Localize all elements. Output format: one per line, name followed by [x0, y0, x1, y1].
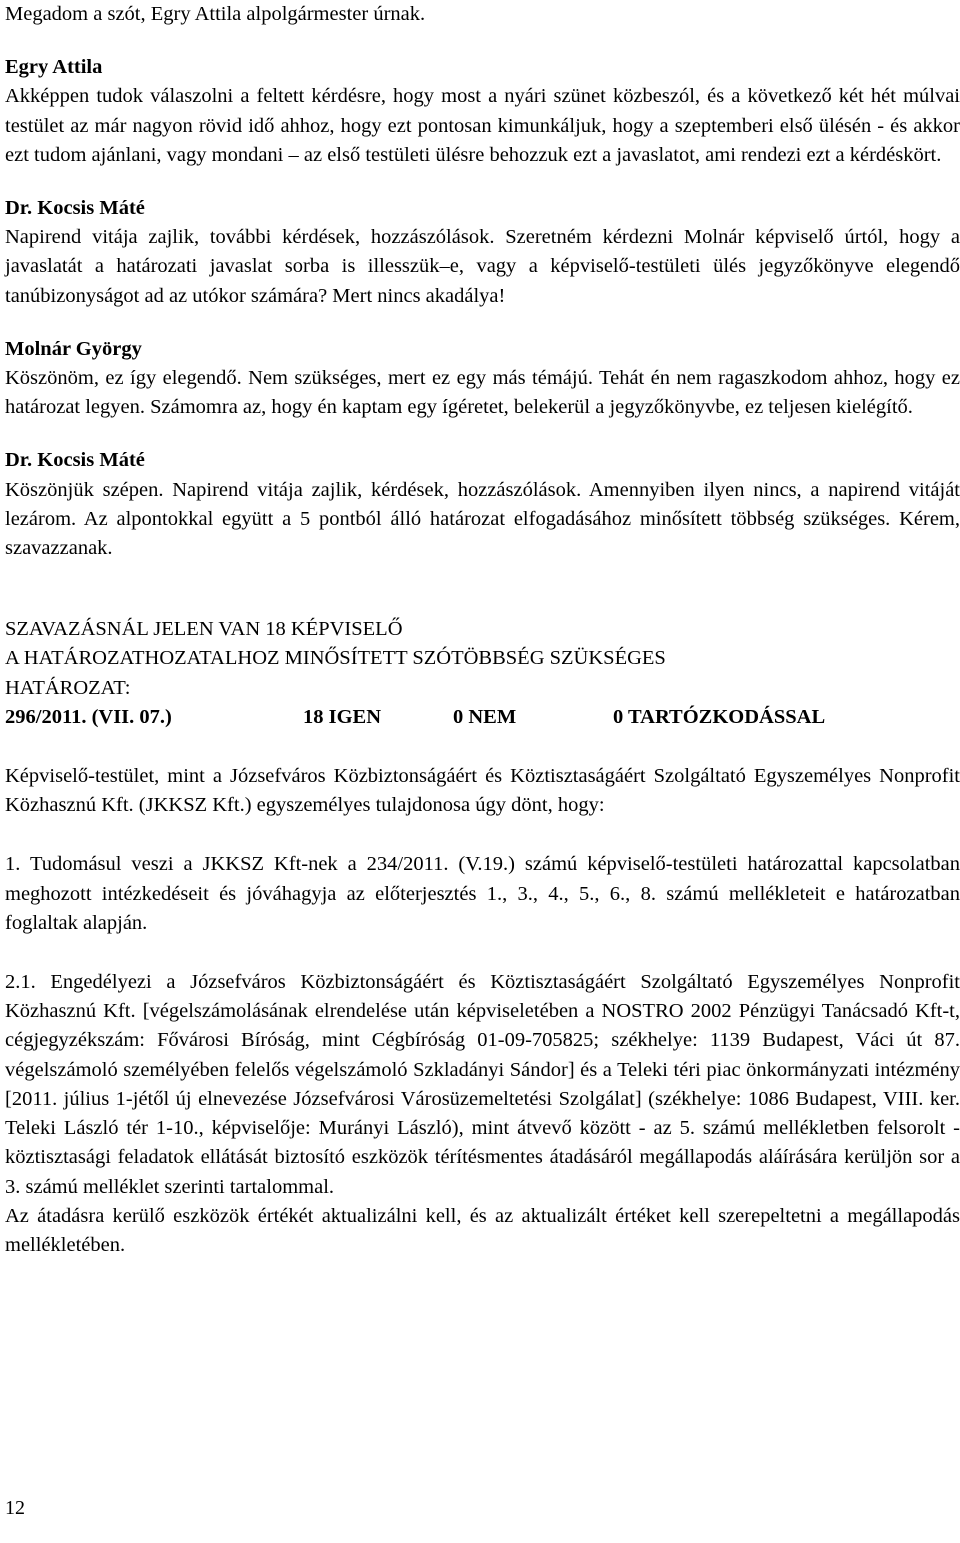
resolution-number: 296/2011. (VII. 07.): [5, 705, 172, 728]
resolution-preamble: Képviselő-testület, mint a Józsefváros Közbiztonságáért és Köztisztaságáért Szolgáltató Egyszemélyes Nonprofit Közhasznú Kft. (JKKSZ Kft.) egyszemélyes tulajdonosa úgy dönt, hogy:: [5, 765, 960, 817]
speech-text: Köszönjük szépen. Napirend vitája zajlik, kérdések, hozzászólások. Amennyiben ilyen nincs, a napirend vitáját lezárom. Az alpontokkal együtt a 5 pontból álló határozat elfogadásához minősített többség szükséges. Kérem, szavazzanak.: [5, 478, 960, 560]
speech-text: Napirend vitája zajlik, további kérdések, hozzászólások. Szeretném kérdezni Molnár képviselő úrtól, hogy a javaslatát a határozati javaslat sorba is illesszük–e, vagy a képviselő-testületi ülés jegyzőkönyve elegendő tanúbizonyságot ad az utókor számára? Mert nincs akadálya!: [5, 226, 960, 307]
vote-notice-majority: A HATÁROZATHOZATALHOZ MINŐSÍTETT SZÓTÖBBSÉG SZÜKSÉGES: [5, 647, 666, 670]
vote-abstain-count: 0 TARTÓZKODÁSSAL: [613, 705, 826, 728]
document-page: [5, 0, 960, 1260]
speech-block: [5, 53, 960, 170]
resolution-item-2-1-continuation: Az átadásra kerülő eszközök értékét aktualizálni kell, és az aktualizált értéket kell szerepeltetni a megállapodás mellékletében.: [5, 1204, 960, 1256]
vote-no-count: 0 NEM: [453, 705, 517, 728]
vote-result-row: [5, 703, 960, 732]
vote-notice-label: HATÁROZAT:: [5, 676, 131, 699]
speaker-name: Dr. Kocsis Máté: [5, 449, 145, 472]
intro-line: Megadom a szót, Egry Attila alpolgármester úrnak.: [5, 3, 426, 25]
resolution-item-2-1: 2.1. Engedélyezi a Józsefváros Közbiztonságáért és Köztisztaságáért Szolgáltató Egyszemélyes Nonprofit Közhasznú Kft. [végelszámolásának elrendelése után képviseletében a NOSTRO 2002 Pénzügyi Tanácsadó Kft-t, cégjegyzékszám: Fővárosi Bíróság, mint Cégbíróság 01-09-705825; székhelye: 1139 Budapest, Váci út 87. végelszámoló személyében felelős végelszámoló Szkladányi Sándor] és a Teleki téri piac önkormányzati intézmény [2011. július 1-jétől új elnevezése Józsefvárosi Városüzemeltetési Szolgálat] (székhelye: 1086 Budapest, VIII. ker. Teleki László tér 1-10., képviselője: Murányi László), mint átvevő között - az 5. számú mellékletben felsorolt - köztisztasági feladatok ellátását biztosító eszközök térítésmentes átadásáról megállapodás aláírására kerüljön sor a 3. számú melléklet szerinti tartalommal.: [5, 971, 960, 1198]
speaker-name: Molnár György: [5, 337, 142, 360]
vote-notice-attendance: SZAVAZÁSNÁL JELEN VAN 18 KÉPVISELŐ: [5, 618, 403, 641]
speech-block: [5, 335, 960, 423]
speech-block: [5, 446, 960, 563]
page-number: 12: [5, 1497, 25, 1519]
vote-notice: [5, 615, 960, 703]
vote-yes-count: 18 IGEN: [303, 705, 382, 728]
resolution-item-1: 1. Tudomásul veszi a JKKSZ Kft-nek a 234/2011. (V.19.) számú képviselő-testületi határozattal kapcsolatban meghozott intézkedéseit és jóváhagyja az előterjesztés 1., 3., 4., 5., 6., 8. számú mellékleteit e határozatban foglaltak alapján.: [5, 853, 960, 934]
speech-text: Köszönöm, ez így elegendő. Nem szükséges, mert ez egy más témájú. Tehát én nem ragaszkodom ahhoz, hogy ez határozat legyen. Számomra az, hogy én kaptam egy ígéretet, belekerül a jegyzőkönyvbe, ez teljesen kielégítő.: [5, 367, 960, 419]
speech-block: [5, 194, 960, 311]
speech-text: Akképpen tudok válaszolni a feltett kérdésre, hogy most a nyári szünet közbeszól, és a következő két hét múlvai testület az már nagyon rövid idő ahhoz, hogy ezt pontosan kimunkáljuk, hogy a szeptemberi első ülésén - és akkor ezt tudom ajánlani, vagy mondani – az első testületi ülésre behozzuk ezt a javaslatot, ami rendezi ezt a kérdéskört.: [5, 85, 960, 166]
speaker-name: Egry Attila: [5, 56, 103, 79]
speaker-name: Dr. Kocsis Máté: [5, 197, 145, 220]
